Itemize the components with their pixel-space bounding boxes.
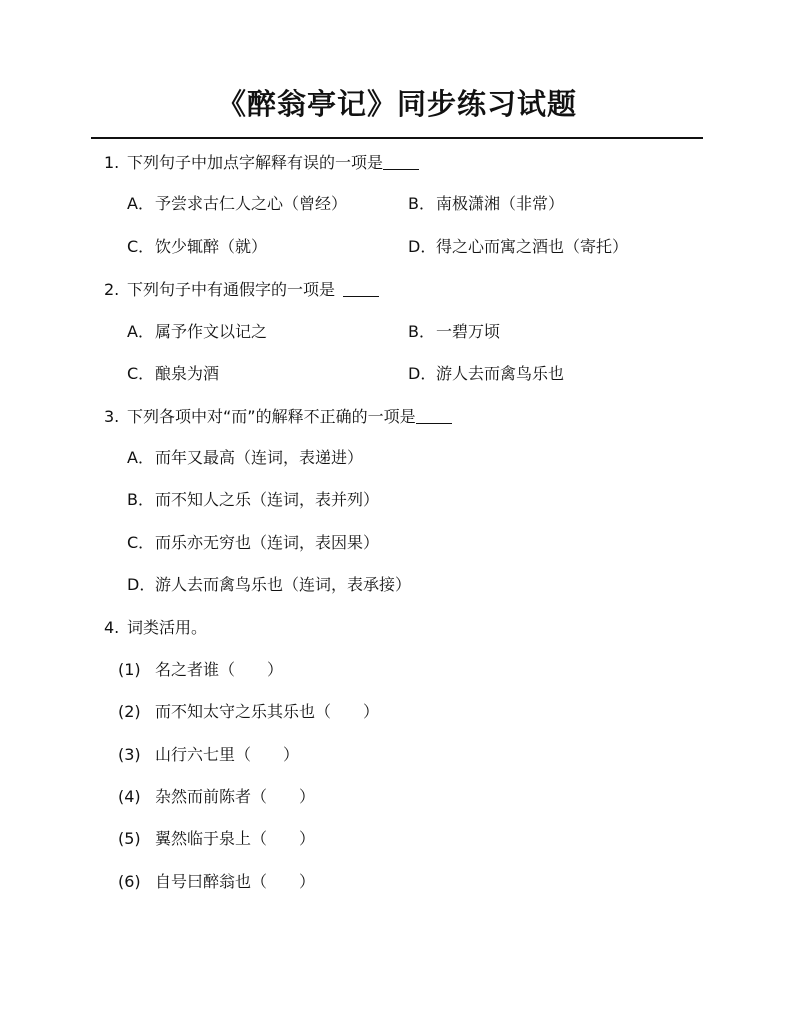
title-divider (91, 137, 703, 139)
sub-item-1 (118, 659, 283, 681)
option-a (127, 447, 363, 469)
sub-item-label: (6) (118, 872, 141, 891)
question-number: 3. (104, 407, 120, 426)
sub-item-5 (118, 828, 315, 850)
option-text: 游人去而禽鸟乐也（连词，表承接） (155, 575, 412, 594)
sub-item-label: (5) (118, 829, 141, 848)
question-1 (104, 152, 419, 174)
sub-item-3 (118, 744, 299, 766)
sub-item-text: 而不知太守之乐其乐也（ ） (155, 702, 380, 721)
question-4 (104, 617, 207, 639)
sub-item-label: (4) (118, 787, 141, 806)
question-2 (104, 279, 379, 301)
answer-blank[interactable] (416, 407, 452, 424)
sub-item-text: 翼然临于泉上（ ） (155, 829, 316, 848)
option-b (408, 321, 500, 343)
sub-item-label: (2) (118, 702, 141, 721)
sub-item-4 (118, 786, 315, 808)
option-c (127, 363, 219, 385)
option-d (408, 363, 564, 385)
option-d (127, 574, 411, 596)
sub-item-text: 山行六七里（ ） (155, 745, 300, 764)
option-label: C． (127, 237, 155, 256)
option-label: B． (127, 490, 154, 509)
page-title: 《醉翁亭记》同步练习试题 (216, 87, 577, 121)
answer-blank[interactable] (383, 153, 419, 170)
option-text: 而乐亦无穷也（连词，表因果） (155, 533, 380, 552)
answer-blank[interactable] (343, 280, 379, 297)
option-label: D． (408, 364, 437, 383)
question-text: 词类活用。 (127, 618, 208, 637)
option-c (127, 532, 379, 554)
option-d (408, 236, 628, 258)
option-label: B． (408, 322, 435, 341)
option-text: 而年又最高（连词，表递进） (155, 448, 364, 467)
option-text: 而不知人之乐（连词，表并列） (155, 490, 380, 509)
question-number: 2. (104, 280, 120, 299)
option-a (127, 193, 347, 215)
option-label: D． (408, 237, 437, 256)
question-3 (104, 406, 452, 428)
option-label: C． (127, 533, 155, 552)
option-text: 南极潇湘（非常） (436, 194, 565, 213)
sub-item-2 (118, 701, 379, 723)
question-number: 1. (104, 153, 120, 172)
option-c (127, 236, 267, 258)
option-label: A． (127, 322, 154, 341)
sub-item-label: (3) (118, 745, 141, 764)
option-label: D． (127, 575, 156, 594)
question-text: 下列句子中有通假字的一项是 (127, 280, 336, 299)
option-b (408, 193, 564, 215)
question-text: 下列句子中加点字解释有误的一项是 (127, 153, 384, 172)
option-text: 游人去而禽鸟乐也 (436, 364, 565, 383)
option-label: A． (127, 194, 154, 213)
option-text: 属予作文以记之 (155, 322, 268, 341)
option-label: C． (127, 364, 155, 383)
question-number: 4. (104, 618, 120, 637)
option-b (127, 489, 379, 511)
sub-item-label: (1) (118, 660, 141, 679)
question-text: 下列各项中对“而”的解释不正确的一项是 (127, 407, 416, 426)
sub-item-text: 名之者谁（ ） (155, 660, 284, 679)
option-text: 得之心而寓之酒也（寄托） (436, 237, 629, 256)
option-label: B． (408, 194, 435, 213)
option-text: 一碧万顷 (436, 322, 501, 341)
sub-item-6 (118, 871, 315, 893)
option-text: 饮少辄醉（就） (155, 237, 268, 256)
option-text: 酿泉为酒 (155, 364, 220, 383)
sub-item-text: 杂然而前陈者（ ） (155, 787, 316, 806)
option-a (127, 321, 267, 343)
option-label: A． (127, 448, 154, 467)
option-text: 予尝求古仁人之心（曾经） (155, 194, 348, 213)
sub-item-text: 自号曰醉翁也（ ） (155, 872, 316, 891)
